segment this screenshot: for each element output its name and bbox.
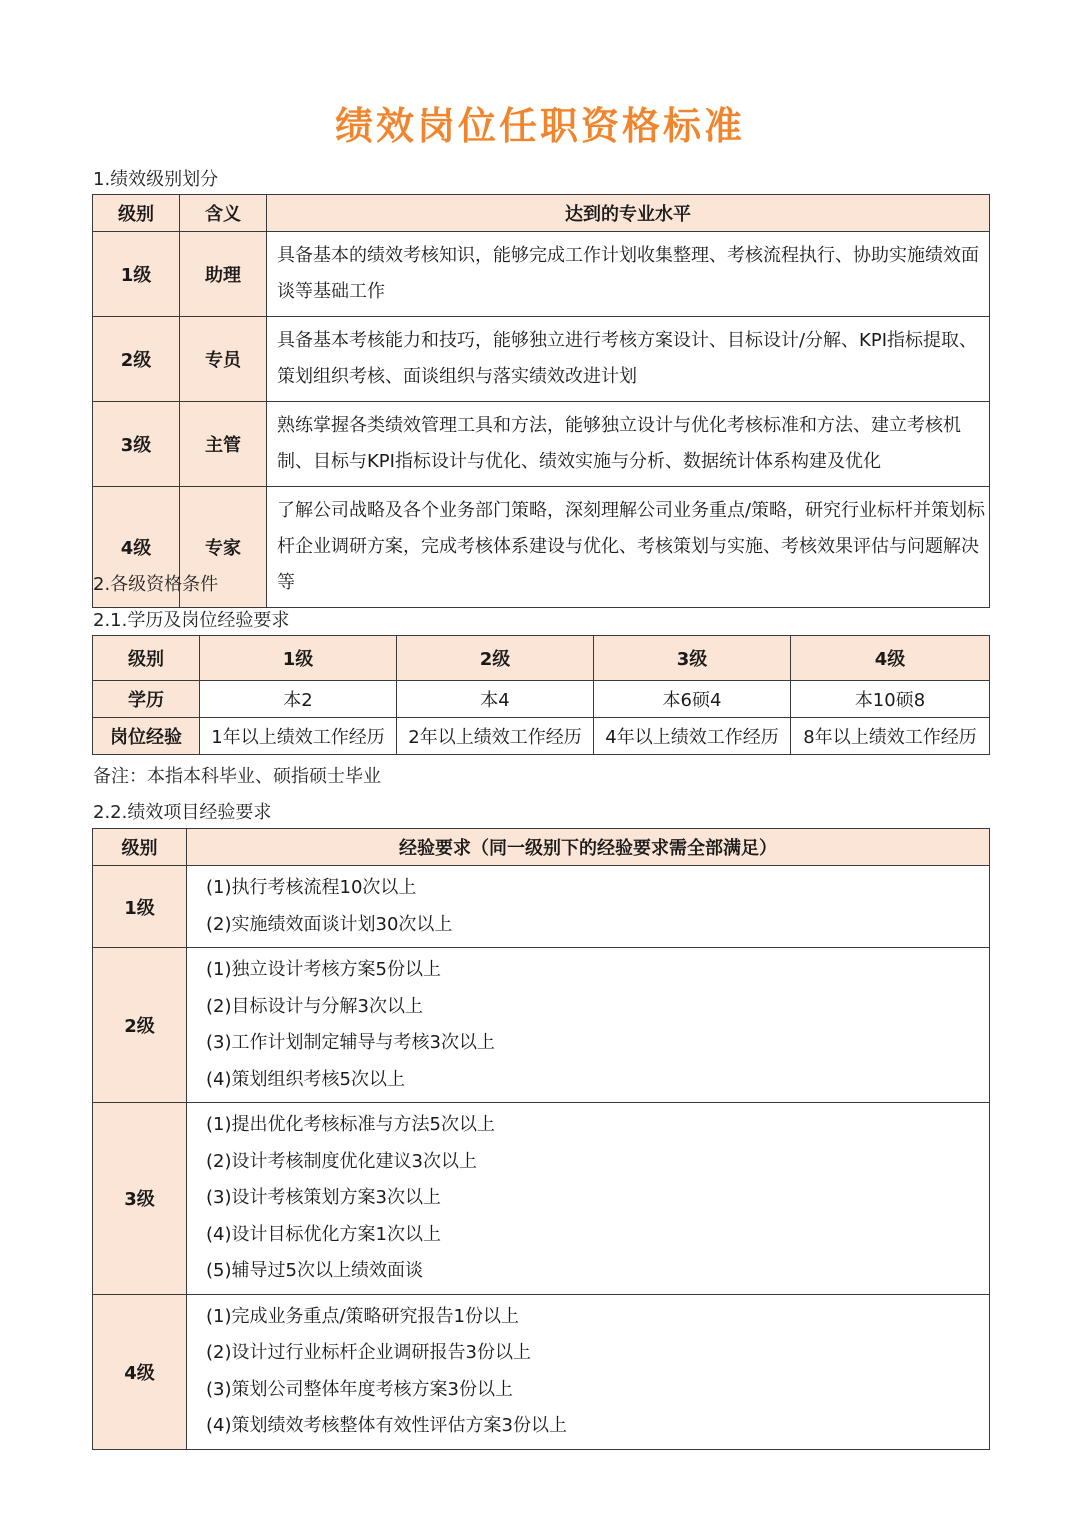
education-value: 本6硕4 — [594, 681, 791, 718]
header-level-4: 4级 — [791, 636, 990, 681]
table-row — [93, 1294, 990, 1449]
list-item: (4)策划组织考核5次以上 — [206, 1068, 405, 1090]
list-item: (2)目标设计与分解3次以上 — [206, 995, 423, 1017]
requirement-list — [187, 866, 990, 948]
table-row — [93, 948, 990, 1103]
level-cell: 4级 — [93, 487, 180, 608]
education-value: 本2 — [200, 681, 397, 718]
list-item: (4)策划绩效考核整体有效性评估方案3份以上 — [206, 1415, 567, 1436]
meaning-cell: 主管 — [180, 402, 267, 487]
education-value: 本4 — [397, 681, 594, 718]
level-cell: 3级 — [93, 402, 180, 487]
experience-row — [93, 718, 990, 755]
note-text: 备注：本指本科毕业、硕指硕士毕业 — [93, 766, 381, 787]
list-item: (5)辅导过5次以上绩效面谈 — [206, 1260, 423, 1281]
level-cell: 1级 — [93, 866, 187, 948]
level-cell: 4级 — [93, 1294, 187, 1449]
list-item: (1)提出优化考核标准与方法5次以上 — [206, 1114, 495, 1135]
description-cell: 具备基本考核能力和技巧，能够独立进行考核方案设计、目标设计/分解、KPI指标提取、策划组织考核、面谈组织与落实绩效改进计划 — [267, 317, 990, 402]
header-level-3: 3级 — [594, 636, 791, 681]
list-item: (3)工作计划制定辅导与考核3次以上 — [206, 1032, 495, 1053]
page-title: 绩效岗位任职资格标准 — [334, 104, 745, 148]
list-item: (1)执行考核流程10次以上 — [206, 877, 417, 898]
education-label: 学历 — [93, 681, 200, 718]
meaning-cell: 专家 — [180, 487, 267, 608]
section2-2-heading: 2.2.绩效项目经验要求 — [93, 802, 272, 823]
qualification-table-header — [93, 636, 990, 681]
section2-heading: 2.各级资格条件 — [93, 574, 219, 595]
qualification-table — [92, 635, 990, 755]
education-row — [93, 681, 990, 718]
list-item: (2)实施绩效面谈计划30次以上 — [206, 913, 453, 935]
level-table — [92, 194, 990, 608]
experience-value: 8年以上绩效工作经历 — [791, 718, 990, 755]
header-experience-requirement: 经验要求（同一级别下的经验要求需全部满足） — [187, 829, 990, 866]
table-row — [93, 866, 990, 948]
header-level-1: 1级 — [200, 636, 397, 681]
description-cell: 了解公司战略及各个业务部门策略，深刻理解公司业务重点/策略，研究行业标杆并策划标杆企业调研方案，完成考核体系建设与优化、考核策划与实施、考核效果评估与问题解决等 — [267, 487, 990, 608]
requirement-list — [187, 948, 990, 1103]
level-cell: 3级 — [93, 1103, 187, 1295]
table-row — [93, 1103, 990, 1295]
level-table-header — [93, 195, 990, 232]
project-experience-table — [92, 828, 990, 1450]
meaning-cell: 专员 — [180, 317, 267, 402]
requirement-list — [187, 1103, 990, 1295]
list-item: (4)设计目标优化方案1次以上 — [206, 1223, 441, 1245]
section2-1-heading: 2.1.学历及岗位经验要求 — [93, 610, 290, 631]
section1-heading: 1.绩效级别划分 — [93, 169, 219, 190]
description-cell: 熟练掌握各类绩效管理工具和方法，能够独立设计与优化考核标准和方法、建立考核机制、目标与KPI指标设计与优化、绩效实施与分析、数据统计体系构建及优化 — [267, 402, 990, 487]
level-cell: 2级 — [93, 317, 180, 402]
table-row — [93, 232, 990, 317]
experience-value: 4年以上绩效工作经历 — [594, 718, 791, 755]
experience-label: 岗位经验 — [93, 718, 200, 755]
list-item: (2)设计过行业标杆企业调研报告3份以上 — [206, 1342, 531, 1363]
header-level-2: 2级 — [397, 636, 594, 681]
requirement-list — [187, 1294, 990, 1449]
list-item: (3)设计考核策划方案3次以上 — [206, 1187, 441, 1208]
experience-value: 2年以上绩效工作经历 — [397, 718, 594, 755]
header-level: 级别 — [93, 195, 180, 232]
list-item: (1)完成业务重点/策略研究报告1份以上 — [206, 1305, 520, 1327]
header-meaning: 含义 — [180, 195, 267, 232]
table-row — [93, 487, 990, 608]
header-professional-level: 达到的专业水平 — [267, 195, 990, 232]
table-row — [93, 317, 990, 402]
table-row — [93, 402, 990, 487]
meaning-cell: 助理 — [180, 232, 267, 317]
list-item: (1)独立设计考核方案5份以上 — [206, 959, 441, 980]
experience-value: 1年以上绩效工作经历 — [200, 718, 397, 755]
header-level: 级别 — [93, 636, 200, 681]
level-cell: 1级 — [93, 232, 180, 317]
list-item: (3)策划公司整体年度考核方案3份以上 — [206, 1378, 513, 1400]
level-cell: 2级 — [93, 948, 187, 1103]
header-level: 级别 — [93, 829, 187, 866]
description-cell: 具备基本的绩效考核知识，能够完成工作计划收集整理、考核流程执行、协助实施绩效面谈等基础工作 — [267, 232, 990, 317]
list-item: (2)设计考核制度优化建议3次以上 — [206, 1150, 477, 1172]
project-table-header — [93, 829, 990, 866]
education-value: 本10硕8 — [791, 681, 990, 718]
